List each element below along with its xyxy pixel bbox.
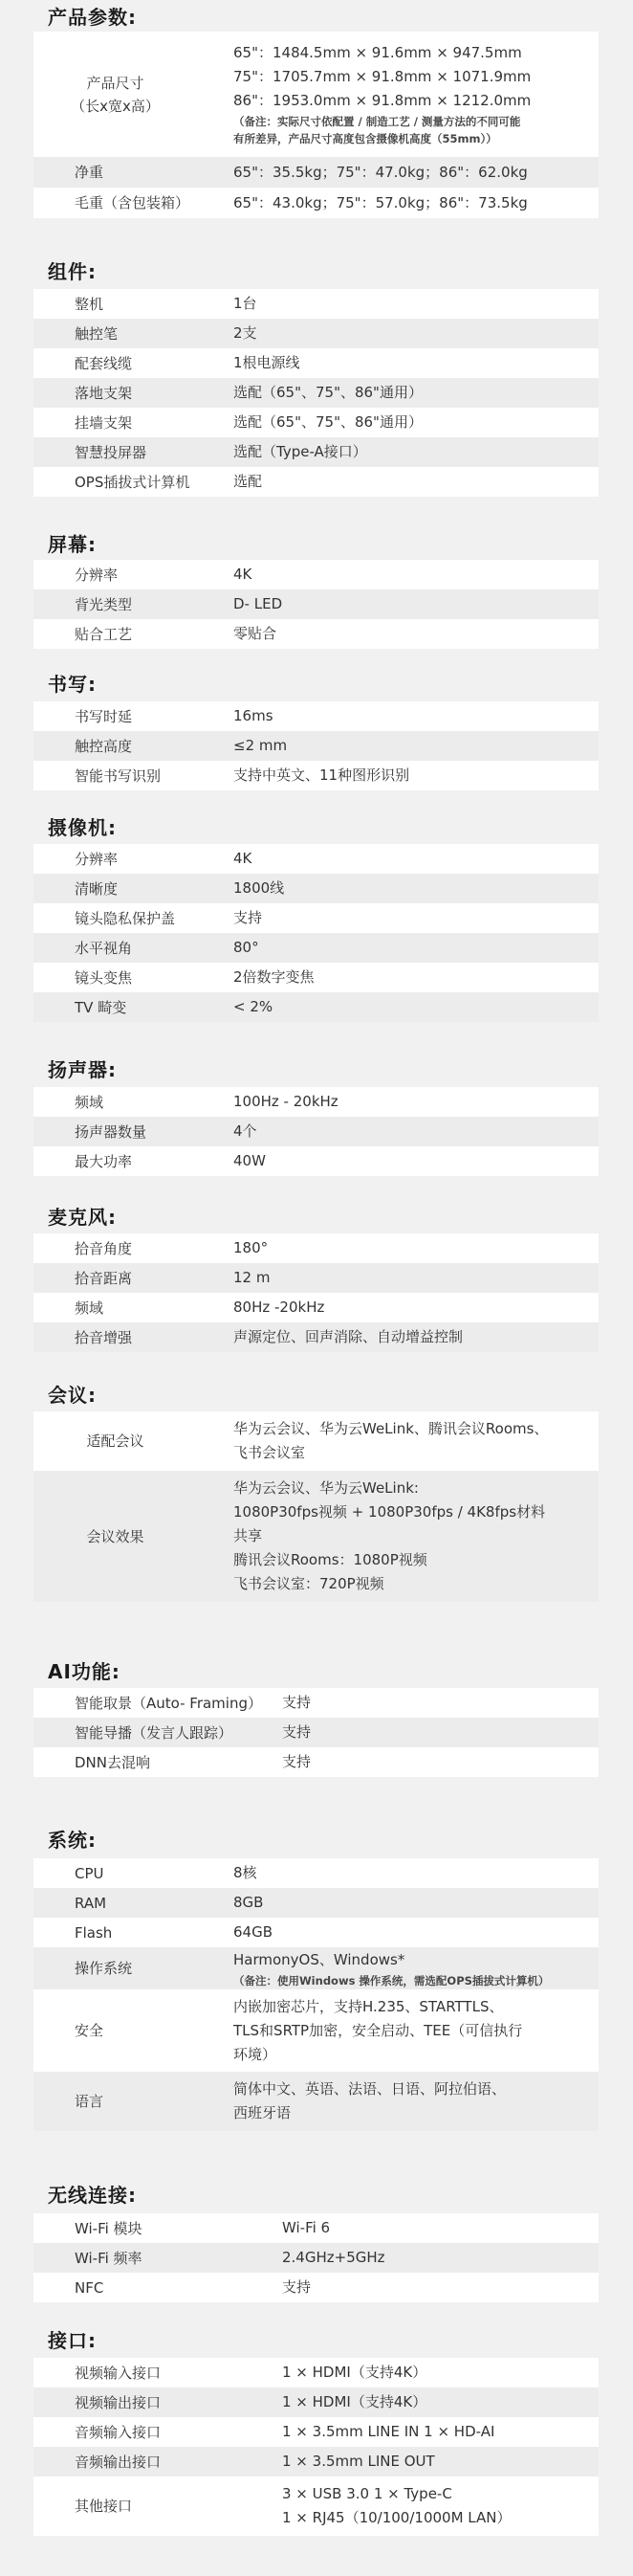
- spec-value-line: 65"：1484.5mm × 91.6mm × 947.5mm: [233, 44, 522, 61]
- spec-label: [33, 623, 233, 646]
- spec-table: [33, 1087, 599, 1176]
- spec-label-line: 落地支架: [75, 384, 133, 402]
- spec-value-line: < 2%: [233, 998, 273, 1015]
- spec-value: [233, 351, 599, 375]
- spec-row: [33, 992, 599, 1022]
- spec-value-line: 支持中英文、11种图形识别: [233, 766, 410, 784]
- section-title: 摄像机:: [48, 816, 117, 839]
- spec-label: [33, 735, 233, 758]
- spec-value-line: 2倍数字变焦: [233, 968, 315, 986]
- spec-value-line: 80Hz -20kHz: [233, 1299, 325, 1316]
- spec-value: [233, 1149, 599, 1173]
- spec-row: [33, 2273, 599, 2302]
- spec-label: [33, 382, 233, 405]
- spec-value-line: 40W: [233, 1152, 266, 1169]
- spec-label: [33, 1237, 233, 1260]
- spec-label: [33, 1921, 233, 1944]
- spec-label-line: 背光类型: [75, 595, 133, 613]
- spec-value-line: 选配（Type-A接口）: [233, 443, 367, 460]
- spec-value-line: 1 × 3.5mm LINE OUT: [282, 2453, 435, 2470]
- spec-label-line: 智能导播（发言人跟踪）: [75, 1723, 233, 1742]
- spec-label: [33, 352, 233, 375]
- spec-row: [33, 1293, 599, 1322]
- spec-value: [233, 161, 599, 185]
- spec-row: [33, 589, 599, 619]
- spec-value-line: 选配: [233, 473, 263, 490]
- spec-row: [33, 619, 599, 649]
- spec-row: [33, 1117, 599, 1146]
- spec-value-line: 4K: [233, 850, 252, 867]
- spec-label-line: 最大功率: [75, 1152, 133, 1170]
- spec-label: [33, 411, 233, 434]
- spec-note-line: 有所差异，产品尺寸高度包含摄像机高度（55mm））: [233, 132, 497, 145]
- spec-value: [233, 1477, 599, 1596]
- spec-label-line: OPS插拔式计算机: [75, 473, 190, 491]
- spec-value-line: 支持: [282, 2278, 312, 2296]
- section-title: 组件:: [48, 260, 97, 283]
- spec-label: [33, 2276, 282, 2299]
- spec-value: [233, 1325, 599, 1349]
- spec-value-line: 8核: [233, 1864, 257, 1881]
- spec-label: [33, 1121, 233, 1144]
- spec-label: [33, 191, 233, 214]
- spec-label: [33, 593, 233, 616]
- spec-value: [233, 1296, 599, 1320]
- spec-label: [33, 705, 233, 728]
- spec-label-line: 分辨率: [75, 566, 119, 584]
- spec-label-line: 拾音距离: [75, 1269, 133, 1287]
- spec-value-line: 零贴合: [233, 625, 277, 642]
- spec-row: [33, 963, 599, 992]
- spec-value: [233, 734, 599, 758]
- spec-value: [233, 440, 599, 464]
- spec-value: [282, 2450, 599, 2474]
- spec-value-line: 西班牙语: [233, 2104, 292, 2121]
- spec-value-line: 共享: [233, 1527, 263, 1544]
- spec-row: [33, 2387, 599, 2417]
- spec-value: [233, 906, 599, 930]
- spec-label-line: NFC: [75, 2278, 104, 2297]
- spec-value: [282, 2216, 599, 2240]
- spec-value-line: 选配（65"、75"、86"通用）: [233, 384, 423, 401]
- spec-value: [282, 2420, 599, 2444]
- spec-row: [33, 467, 599, 497]
- spec-value: [233, 1090, 599, 1114]
- spec-label-line: TV 畸变: [75, 998, 127, 1016]
- spec-value: [233, 704, 599, 728]
- spec-row: [33, 903, 599, 933]
- section-title: AI功能:: [48, 1660, 120, 1683]
- spec-row: [33, 2213, 599, 2243]
- spec-label-line: 安全: [75, 2022, 104, 2039]
- spec-label: [33, 1721, 282, 1744]
- spec-label-line: Wi-Fi 模块: [75, 2219, 142, 2237]
- spec-value-line: 8GB: [233, 1894, 264, 1911]
- spec-value-line: D- LED: [233, 595, 283, 612]
- spec-value-line: 1 × HDMI（支持4K）: [282, 2393, 427, 2410]
- spec-label-line: 频域: [75, 1093, 104, 1111]
- spec-label-line: 挂墙支架: [75, 413, 133, 432]
- spec-value: [233, 563, 599, 587]
- spec-label: [33, 937, 233, 960]
- spec-value: [282, 2361, 599, 2385]
- spec-value-line: 2.4GHz+5GHz: [282, 2249, 385, 2266]
- spec-value: [282, 1691, 599, 1715]
- spec-value: [233, 1266, 599, 1290]
- section-title: 会议:: [48, 1384, 97, 1407]
- spec-label-line: 操作系统: [75, 1960, 133, 1977]
- spec-value: [233, 1891, 599, 1915]
- spec-row: [33, 933, 599, 963]
- spec-row: [33, 1718, 599, 1747]
- spec-label-line: RAM: [75, 1894, 107, 1912]
- spec-value-line: 3 × USB 3.0 1 × Type-C: [282, 2485, 452, 2502]
- section-title: 麦克风:: [48, 1206, 117, 1229]
- spec-label: [33, 2391, 282, 2414]
- spec-label: [33, 1297, 233, 1320]
- spec-label: [33, 1892, 233, 1915]
- spec-label-line: 智能取景（Auto- Framing）: [75, 1694, 262, 1712]
- spec-row: [33, 1688, 599, 1718]
- spec-value: [282, 1750, 599, 1774]
- spec-value: [233, 322, 599, 345]
- spec-label-line: Wi-Fi 频率: [75, 2249, 142, 2267]
- spec-label: [33, 322, 233, 345]
- spec-label-line: 音频输出接口: [75, 2453, 162, 2471]
- spec-label-line: 贴合工艺: [75, 625, 133, 643]
- spec-value-line: 1 × RJ45（10/100/1000M LAN）: [282, 2509, 512, 2526]
- section-title: 接口:: [48, 2329, 97, 2352]
- spec-value-line: 环境）: [233, 2045, 277, 2063]
- spec-table: [33, 289, 599, 497]
- spec-value-line: 180°: [233, 1239, 269, 1256]
- spec-table: [33, 1858, 599, 2131]
- spec-value: [282, 1721, 599, 1744]
- spec-label-line: 清晰度: [75, 879, 119, 898]
- spec-label-line: 扬声器数量: [75, 1122, 147, 1141]
- spec-label: [33, 765, 233, 788]
- spec-value-line: 12 m: [233, 1269, 271, 1286]
- spec-value-line: 华为云会议、华为云WeLink:: [233, 1479, 419, 1497]
- spec-label-line: 毛重（含包装箱）: [75, 194, 190, 211]
- section-title: 无线连接:: [48, 2184, 137, 2207]
- spec-label: [33, 966, 233, 989]
- spec-note-line: （备注：使用Windows 操作系统，需选配OPS插拔式计算机）: [233, 1973, 550, 1988]
- spec-row: [33, 761, 599, 790]
- spec-value: [233, 936, 599, 960]
- spec-label: [33, 1751, 282, 1774]
- spec-value: [233, 41, 599, 147]
- spec-value: [233, 995, 599, 1019]
- spec-value-line: 4个: [233, 1122, 257, 1140]
- spec-row: [33, 378, 599, 408]
- spec-value-line: ≤2 mm: [233, 737, 288, 754]
- section-title: 产品参数:: [48, 6, 137, 29]
- spec-value-line: 80°: [233, 939, 259, 956]
- spec-row: [33, 1233, 599, 1263]
- spec-label: [33, 1525, 233, 1548]
- spec-table: [33, 844, 599, 1022]
- spec-row: [33, 874, 599, 903]
- spec-value-line: 华为云会议、华为云WeLink、腾讯会议Rooms、: [233, 1420, 549, 1437]
- spec-value: [233, 592, 599, 616]
- spec-row: [33, 844, 599, 874]
- spec-label-line: 其他接口: [75, 2498, 133, 2515]
- spec-label-line: 整机: [75, 295, 104, 313]
- spec-label-line: 视频输出接口: [75, 2393, 162, 2411]
- spec-value: [233, 381, 599, 405]
- spec-row: [33, 289, 599, 319]
- spec-label: [33, 1957, 233, 1980]
- spec-table: [33, 32, 599, 218]
- spec-row: [33, 1947, 599, 1989]
- spec-label: [33, 564, 233, 587]
- spec-value-line: 16ms: [233, 707, 273, 724]
- spec-value-line: 1080P30fps视频 + 1080P30fps / 4K8fps材料: [233, 1503, 546, 1521]
- spec-label-line: 书写时延: [75, 707, 133, 725]
- spec-row: [33, 437, 599, 467]
- spec-row: [33, 32, 599, 157]
- spec-label-line: 触控高度: [75, 737, 133, 755]
- spec-label-line: 视频输入接口: [75, 2364, 162, 2382]
- spec-value-line: 内嵌加密芯片，支持H.235、STARTTLS、: [233, 1997, 504, 2015]
- spec-label: [33, 1862, 233, 1885]
- spec-label: [33, 1091, 233, 1114]
- spec-row: [33, 2417, 599, 2447]
- spec-value: [233, 1921, 599, 1944]
- spec-row: [33, 1471, 599, 1602]
- spec-label-line: CPU: [75, 1864, 104, 1882]
- spec-value-line: 86"：1953.0mm × 91.8mm × 1212.0mm: [233, 92, 532, 109]
- spec-label: [33, 2362, 282, 2385]
- section-title: 扬声器:: [48, 1058, 117, 1081]
- spec-label: [33, 1326, 233, 1349]
- spec-value: [282, 2482, 599, 2530]
- spec-value: [233, 1417, 599, 1465]
- spec-value: [233, 1948, 599, 1989]
- spec-value-line: 腾讯会议Rooms：1080P视频: [233, 1551, 427, 1568]
- spec-value-line: 75"：1705.7mm × 91.8mm × 1071.9mm: [233, 68, 532, 85]
- spec-label-line: 拾音增强: [75, 1328, 133, 1346]
- spec-value-line: 声源定位、回声消除、自动增益控制: [233, 1328, 464, 1345]
- spec-value: [233, 1861, 599, 1885]
- spec-row: [33, 319, 599, 348]
- spec-label-line: 镜头隐私保护盖: [75, 909, 176, 927]
- spec-label: [33, 441, 233, 464]
- spec-label: [33, 907, 233, 930]
- spec-label: [33, 2217, 282, 2240]
- spec-label: [33, 2247, 282, 2270]
- spec-value: [233, 1995, 599, 2067]
- spec-label-line: 产品尺寸: [86, 74, 144, 92]
- spec-value-line: 1 × 3.5mm LINE IN 1 × HD-AI: [282, 2423, 495, 2440]
- spec-table: [33, 701, 599, 790]
- spec-value-line: 1 × HDMI（支持4K）: [282, 2364, 427, 2381]
- spec-label: [33, 1150, 233, 1173]
- spec-label: [33, 877, 233, 900]
- spec-label-line: 拾音角度: [75, 1239, 133, 1257]
- spec-value: [233, 292, 599, 316]
- spec-row: [33, 1322, 599, 1352]
- section-title: 书写:: [48, 673, 97, 696]
- spec-value-line: 支持: [282, 1723, 312, 1741]
- spec-label: [33, 72, 233, 118]
- spec-row: [33, 1146, 599, 1176]
- spec-value-line: 选配（65"、75"、86"通用）: [233, 413, 423, 431]
- spec-value: [233, 2077, 599, 2125]
- spec-table: [33, 2213, 599, 2302]
- spec-value: [233, 764, 599, 788]
- spec-row: [33, 1888, 599, 1918]
- spec-value-line: 65"：43.0kg；75"：57.0kg；86"：73.5kg: [233, 193, 528, 211]
- spec-value-line: 65"：35.5kg；75"：47.0kg；86"：62.0kg: [233, 163, 528, 181]
- spec-label-line: 触控笔: [75, 324, 119, 343]
- spec-label-line: Flash: [75, 1923, 113, 1942]
- spec-value-line: 支持: [282, 1694, 312, 1711]
- spec-value: [233, 1120, 599, 1144]
- spec-table: [33, 1688, 599, 1777]
- spec-label: [33, 293, 233, 316]
- spec-value-line: 2支: [233, 324, 257, 342]
- spec-label-line: 频域: [75, 1299, 104, 1317]
- spec-label: [33, 2090, 233, 2113]
- spec-row: [33, 2476, 599, 2536]
- spec-label-line: 智能书写识别: [75, 766, 162, 785]
- spec-value: [282, 2276, 599, 2299]
- spec-value: [282, 2246, 599, 2270]
- spec-value-line: 1台: [233, 295, 257, 312]
- spec-label-line: 配套线缆: [75, 354, 133, 372]
- spec-row: [33, 1989, 599, 2072]
- spec-table: [33, 1233, 599, 1352]
- spec-row: [33, 2072, 599, 2131]
- spec-label-line: 音频输入接口: [75, 2423, 162, 2441]
- spec-value-line: 64GB: [233, 1923, 273, 1941]
- spec-value-line: 支持: [233, 909, 263, 926]
- spec-row: [33, 1087, 599, 1117]
- spec-label-line: 镜头变焦: [75, 968, 133, 987]
- spec-label: [33, 1692, 282, 1715]
- spec-row: [33, 2447, 599, 2476]
- spec-label-line: 净重: [75, 164, 104, 181]
- spec-note-line: （备注：实际尺寸依配置 / 制造工艺 / 测量方法的不同可能: [233, 115, 521, 128]
- section-title: 系统:: [48, 1829, 97, 1852]
- spec-value: [233, 191, 599, 215]
- spec-value-line: 100Hz - 20kHz: [233, 1093, 338, 1110]
- spec-value-line: 简体中文、英语、法语、日语、阿拉伯语、: [233, 2080, 507, 2098]
- spec-row: [33, 1263, 599, 1293]
- spec-row: [33, 2243, 599, 2273]
- spec-row: [33, 348, 599, 378]
- spec-label: [33, 2019, 233, 2042]
- spec-row: [33, 157, 599, 188]
- spec-label: [33, 1430, 233, 1453]
- spec-label: [33, 848, 233, 871]
- spec-table: [33, 560, 599, 649]
- spec-value-line: 1800线: [233, 879, 285, 897]
- spec-value: [233, 411, 599, 434]
- spec-label: [33, 996, 233, 1019]
- spec-value-line: 支持: [282, 1753, 312, 1770]
- spec-row: [33, 1411, 599, 1471]
- spec-value: [233, 877, 599, 900]
- spec-value: [233, 470, 599, 494]
- spec-label-line: 水平视角: [75, 939, 133, 957]
- spec-value: [233, 847, 599, 871]
- spec-label-line: 分辨率: [75, 850, 119, 868]
- spec-label: [33, 1267, 233, 1290]
- spec-value-line: Wi-Fi 6: [282, 2219, 331, 2236]
- spec-row: [33, 701, 599, 731]
- spec-value: [282, 2390, 599, 2414]
- spec-value: [233, 622, 599, 646]
- spec-row: [33, 408, 599, 437]
- spec-value-line: 4K: [233, 566, 252, 583]
- spec-row: [33, 1918, 599, 1947]
- spec-label-line: 适配会议: [86, 1432, 144, 1450]
- spec-label: [33, 471, 233, 494]
- spec-label: [33, 161, 233, 184]
- spec-value-line: 1根电源线: [233, 354, 300, 371]
- spec-label-line: DNN去混响: [75, 1753, 150, 1771]
- spec-row: [33, 1747, 599, 1777]
- spec-label: [33, 2421, 282, 2444]
- spec-row: [33, 1858, 599, 1888]
- spec-value: [233, 966, 599, 989]
- spec-label-line: 会议效果: [86, 1527, 144, 1545]
- spec-label: [33, 2451, 282, 2474]
- spec-value-line: TLS和SRTP加密，安全启动、TEE（可信执行: [233, 2021, 523, 2039]
- spec-value-line: HarmonyOS、Windows*: [233, 1950, 405, 1968]
- spec-value-line: 飞书会议室: [233, 1444, 306, 1461]
- section-title: 屏幕:: [48, 533, 97, 556]
- spec-row: [33, 2358, 599, 2387]
- spec-label-line: 语言: [75, 2093, 104, 2110]
- spec-table: [33, 1411, 599, 1602]
- spec-label-line: 智慧投屏器: [75, 443, 147, 461]
- spec-value: [233, 1236, 599, 1260]
- spec-label-line: （长x宽x高）: [71, 97, 160, 115]
- spec-row: [33, 731, 599, 761]
- spec-label: [33, 2495, 282, 2518]
- spec-table: [33, 2358, 599, 2536]
- spec-value-line: 飞书会议室：720P视频: [233, 1575, 384, 1592]
- spec-row: [33, 188, 599, 218]
- spec-row: [33, 560, 599, 589]
